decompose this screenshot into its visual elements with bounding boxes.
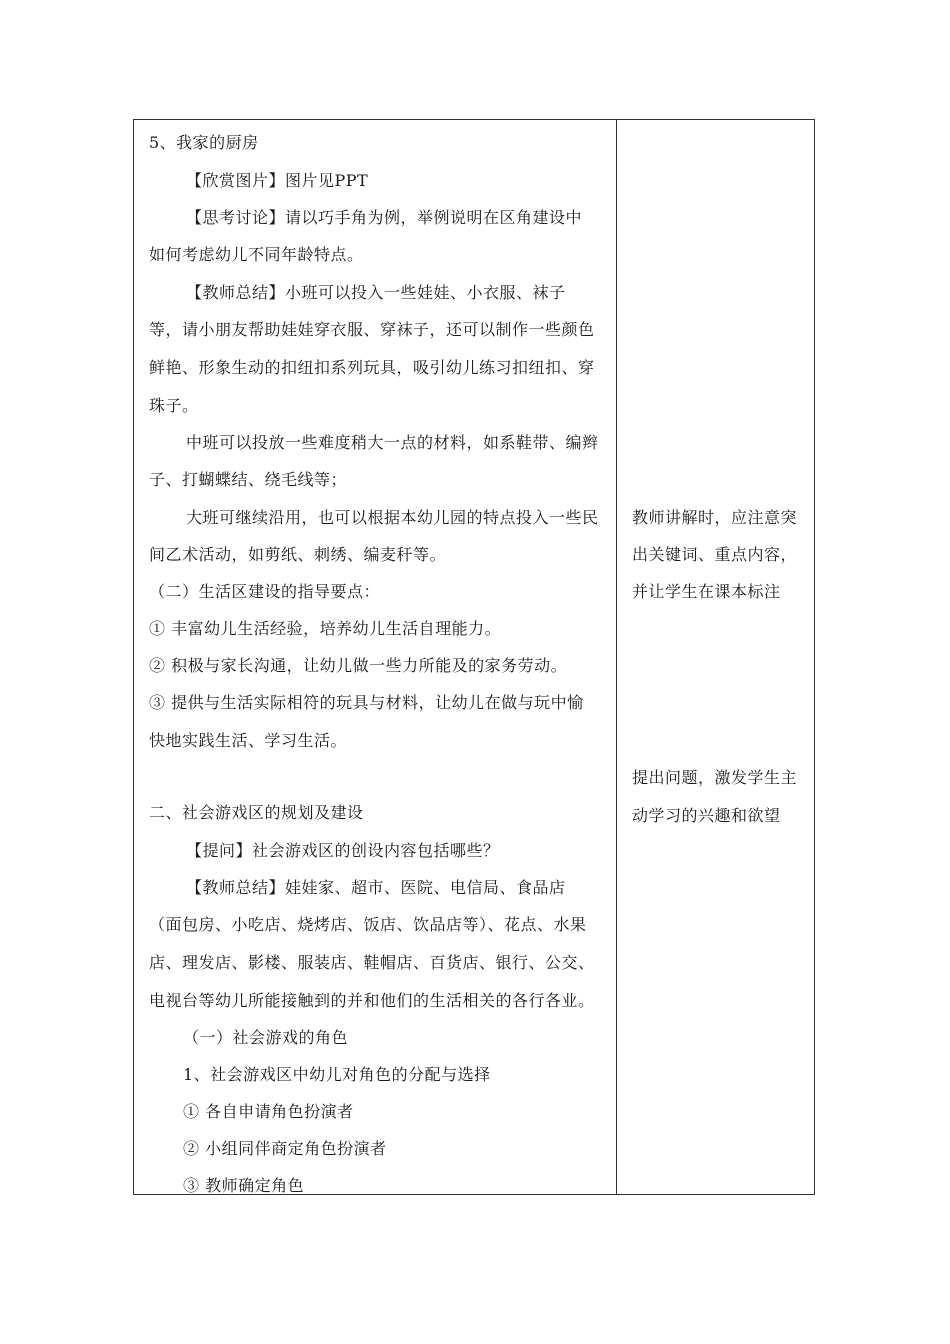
teaching-note-line: 出关键词、重点内容， (632, 545, 798, 564)
main-line: 鲜艳、形象生动的扣纽扣系列玩具，吸引幼儿练习扣纽扣、穿 (149, 358, 595, 377)
main-line: 店、理发店、影楼、服装店、鞋帽店、百货店、银行、公交、 (149, 953, 595, 972)
main-line: 大班可继续沿用，也可以根据本幼儿园的特点投入一些民 (186, 508, 599, 527)
main-line: 5、我家的厨房 (149, 133, 259, 152)
main-line: ② 小组同伴商定角色扮演者 (183, 1139, 387, 1158)
main-line: 如何考虑幼儿不同年龄特点。 (149, 245, 364, 264)
main-line: 等，请小朋友帮助娃娃穿衣服、穿袜子，还可以制作一些颜色 (149, 320, 595, 339)
main-line: 【教师总结】娃娃家、超市、医院、电信局、食品店 (186, 878, 566, 897)
main-line: ① 各自申请角色扮演者 (183, 1102, 354, 1121)
main-line: 中班可以投放一些难度稍大一点的材料，如系鞋带、编辫 (186, 433, 599, 452)
main-line: 子、打蝴蝶结、绕毛线等； (149, 470, 348, 489)
main-line: 【提问】社会游戏区的创设内容包括哪些？ (186, 841, 500, 860)
column-divider (616, 119, 617, 1195)
main-line: 【教师总结】小班可以投入一些娃娃、小衣服、袜子 (186, 283, 566, 302)
teaching-note-line: 动学习的兴趣和欲望 (632, 806, 781, 825)
main-line: 1、社会游戏区中幼儿对角色的分配与选择 (183, 1065, 491, 1084)
main-line: （一）社会游戏的角色 (183, 1028, 349, 1047)
main-line: （面包房、小吃店、烧烤店、饭店、饮品店等）、花点、水果 (149, 915, 587, 934)
main-line: 电视台等幼儿所能接触到的并和他们的生活相关的各行各业。 (149, 991, 595, 1010)
teaching-note-line: 教师讲解时，应注意突 (632, 508, 798, 527)
main-line: ③ 提供与生活实际相符的玩具与材料，让幼儿在做与玩中愉 (149, 693, 584, 712)
main-line: 【欣赏图片】图片见PPT (186, 171, 369, 190)
main-line: 二、社会游戏区的规划及建设 (149, 803, 364, 822)
main-line: ① 丰富幼儿生活经验，培养幼儿生活自理能力。 (149, 619, 502, 638)
main-line: 间乙术活动，如剪纸、刺绣、编麦秆等。 (149, 545, 447, 564)
main-line: 快地实践生活、学习生活。 (149, 731, 348, 750)
main-line: 珠子。 (149, 396, 199, 415)
main-line: ② 积极与家长沟通，让幼儿做一些力所能及的家务劳动。 (149, 656, 568, 675)
teaching-note-line: 提出问题，激发学生主 (632, 768, 798, 787)
main-line: ③ 教师确定角色 (183, 1176, 305, 1195)
main-line: （二）生活区建设的指导要点： (149, 582, 381, 601)
main-line: 【思考讨论】请以巧手角为例，举例说明在区角建设中 (186, 208, 583, 227)
teaching-note-line: 并让学生在课本标注 (632, 582, 781, 601)
